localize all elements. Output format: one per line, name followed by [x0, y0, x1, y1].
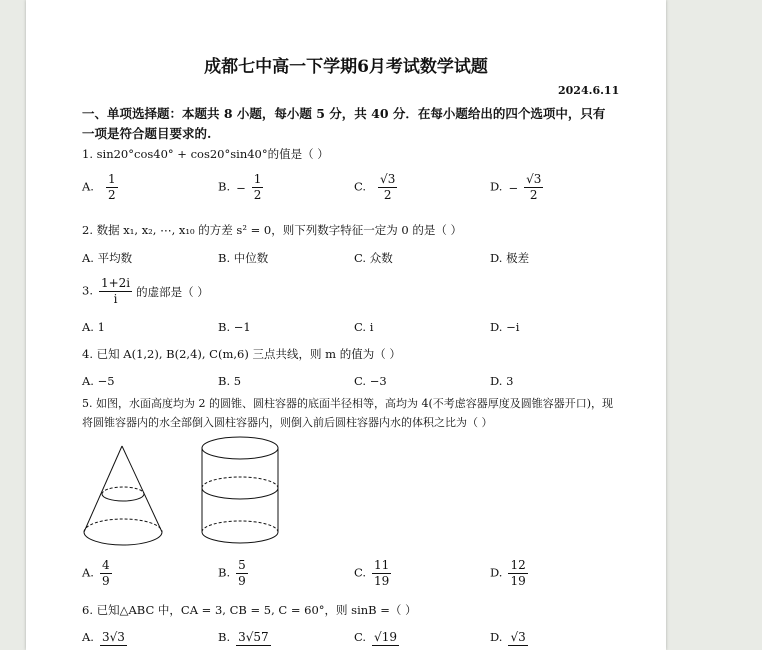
section-heading-line1: 一、单项选择题：本题共 8 小题，每小题 5 分，共 40 分．在每小题给出的四个选项中，只有	[82, 106, 606, 121]
q3-option-a: A. 1	[82, 320, 105, 334]
q4-option-c: C. −3	[354, 374, 387, 388]
q2-option-b: B. 中位数	[218, 251, 269, 265]
q6-option-a: A. 3√3	[82, 630, 125, 644]
q5-option-b: B. $\frac{5}{9}$	[218, 558, 246, 588]
q4-option-d: D. 3	[490, 374, 514, 388]
q2-option-d: D. 极差	[490, 251, 530, 265]
q1-option-c: C. $\frac{√3}{2}$	[354, 172, 396, 202]
q4-option-a: A. −5	[82, 374, 115, 388]
q4-option-b: B. 5	[218, 374, 242, 388]
question-4-text: 4. 已知 A(1,2), B(2,4), C(m,6) 三点共线，则 m 的值为（ ）	[82, 347, 401, 361]
exam-date: 2024.6.11	[558, 84, 620, 97]
section-heading-line2: 一项是符合题目要求的.	[82, 126, 212, 141]
q3-option-b: B. −1	[218, 320, 251, 334]
q1-option-a: A. $\frac{1}{2}$	[82, 172, 116, 202]
question-5-line2: 将圆锥容器内的水全部倒入圆柱容器内，则倒入前后圆柱容器内水的体积之比为（ ）	[82, 416, 493, 429]
cylinder-shape	[202, 437, 278, 543]
cone-cylinder-figure	[76, 432, 296, 552]
q6-option-b: B. 3√57	[218, 630, 269, 644]
document-page	[26, 0, 666, 650]
q2-option-a: A. 平均数	[82, 251, 133, 265]
question-3-text: 3. $\frac{1+2i}{i}$ 的虚部是（ ）	[82, 276, 209, 306]
q5-option-a: A. $\frac{4}{9}$	[82, 558, 110, 588]
question-2-text: 2. 数据 x₁, x₂, ⋯, x₁₀ 的方差 s² = 0，则下列数字特征一定为 0 的是（ ）	[82, 223, 462, 237]
cone-shape	[84, 446, 162, 545]
question-6-text: 6. 已知△ABC 中，CA = 3, CB = 5, C = 60°，则 sinB =（ ）	[82, 603, 417, 617]
question-1-text: 1. sin20°cos40° + cos20°sin40°的值是（ ）	[82, 147, 329, 161]
q2-option-c: C. 众数	[354, 251, 393, 265]
q5-option-c: C. $\frac{11}{19}$	[354, 558, 390, 588]
q6-option-c: C. √19	[354, 630, 397, 644]
q1-option-d: D. − $\frac{√3}{2}$	[490, 172, 542, 202]
q3-option-d: D. −i	[490, 320, 520, 334]
q3-option-c: C. i	[354, 320, 374, 334]
q6-option-d: D. √3	[490, 630, 526, 644]
q5-option-d: D. $\frac{12}{19}$	[490, 558, 526, 588]
question-5-line1: 5. 如图，水面高度均为 2 的圆锥、圆柱容器的底面半径相等，高均为 4(不考虑容器厚度及圆锥容器开口)，现	[82, 397, 614, 410]
q1-option-b: B. − $\frac{1}{2}$	[218, 172, 262, 202]
page-title: 成都七中高一下学期6月考试数学试题	[204, 57, 488, 77]
